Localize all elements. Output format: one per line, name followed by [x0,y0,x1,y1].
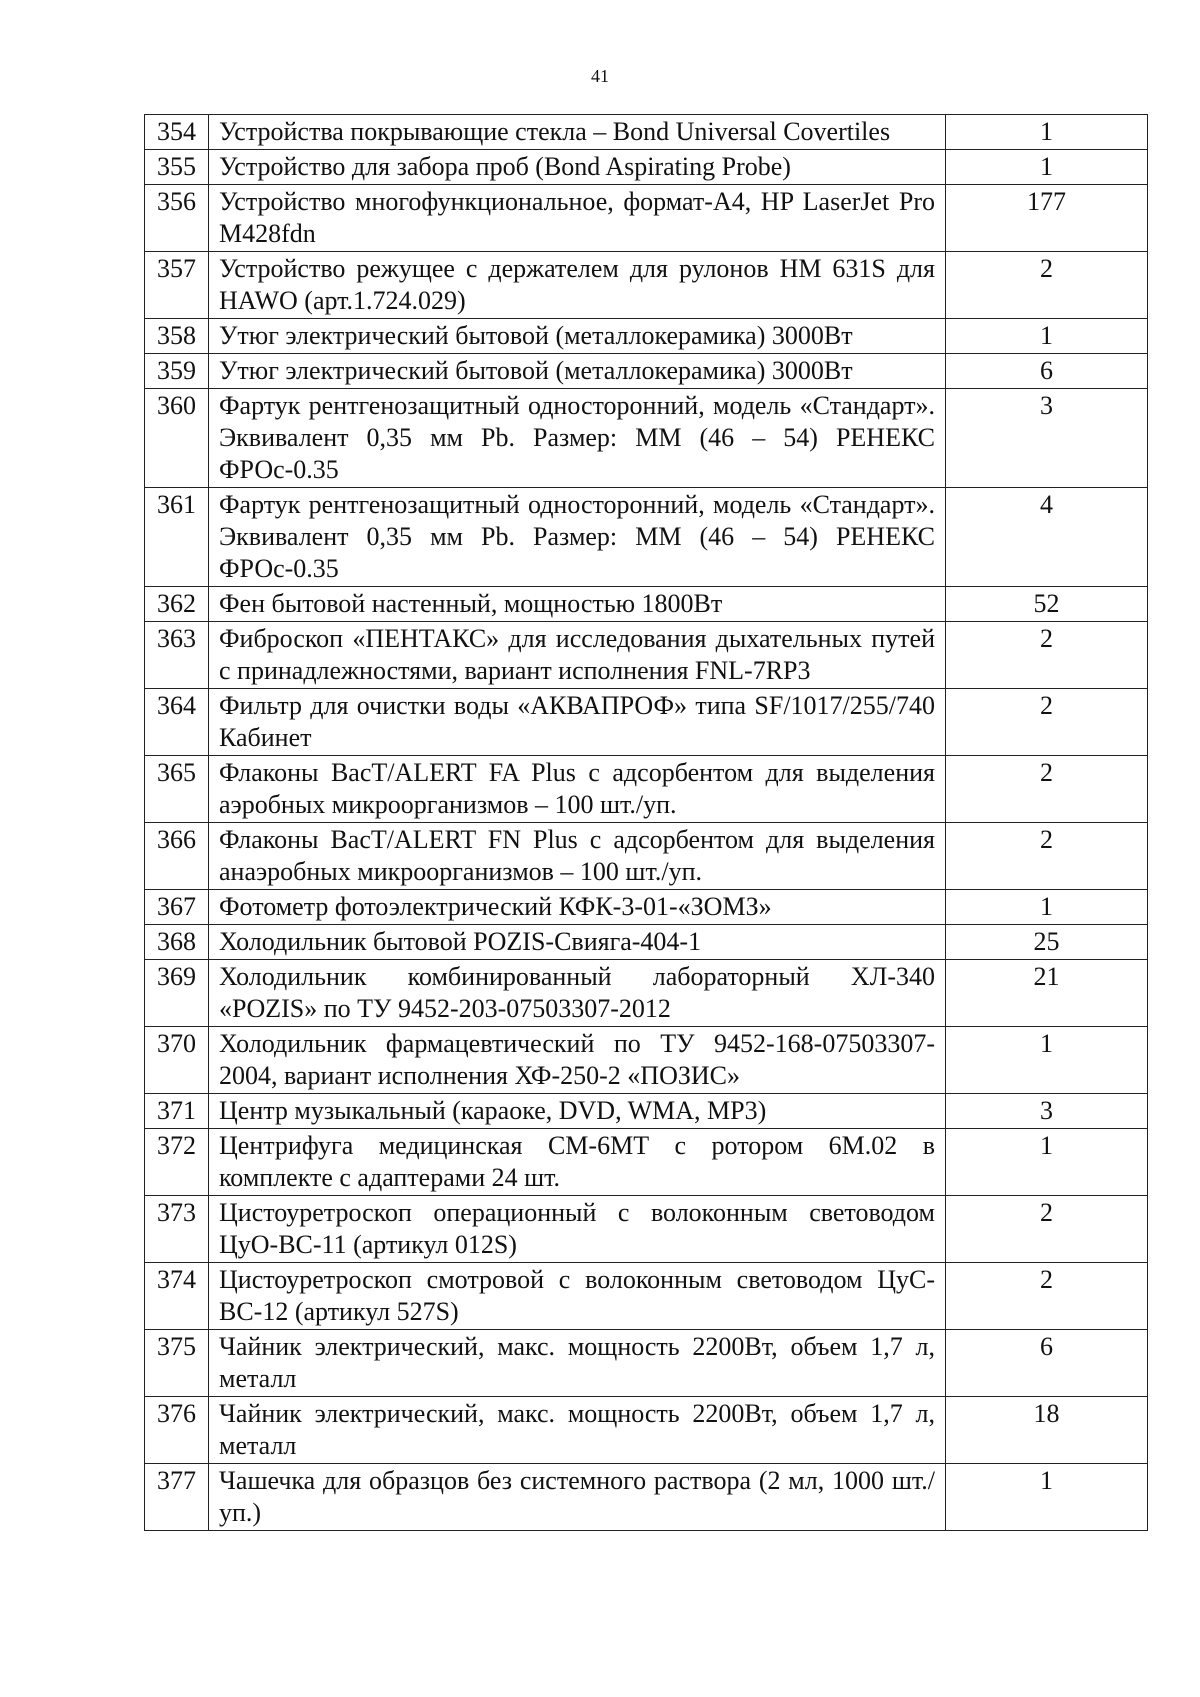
quantity-cell: 52 [946,587,1148,622]
row-number-cell: 366 [145,823,209,890]
row-number-cell: 367 [145,890,209,925]
row-number-cell: 362 [145,587,209,622]
item-name-cell: Цистоуретроскоп операционный с волоконным световодом ЦуО-ВС-11 (артикул 012S) [209,1196,946,1263]
item-name-cell: Фотометр фотоэлектрический КФК-3-01-«ЗОМЗ» [209,890,946,925]
row-number-cell: 377 [145,1464,209,1531]
table-row [145,925,1148,960]
table-row [145,150,1148,185]
item-name-cell: Фартук рентгенозащитный односторонний, модель «Стандарт». Эквивалент 0,35 мм Pb. Размер: ММ (46 – 54) РЕНЕКС ФРОс-0.35 [209,488,946,587]
table-row [145,1196,1148,1263]
row-number-cell: 359 [145,354,209,389]
quantity-cell: 177 [946,185,1148,252]
item-name-cell: Флаконы BacT/ALERT FN Plus с адсорбентом для выделения анаэробных микроорганизмов – 100 шт./уп. [209,823,946,890]
item-name-cell: Фиброскоп «ПЕНТАКС» для исследования дыхательных путей с принадлежностями, вариант исполнения FNL-7RP3 [209,622,946,689]
quantity-cell: 1 [946,1027,1148,1094]
item-name-cell: Чайник электрический, макс. мощность 2200Вт, объем 1,7 л, металл [209,1397,946,1464]
quantity-cell: 3 [946,1094,1148,1129]
table-row [145,115,1148,150]
quantity-cell: 1 [946,150,1148,185]
item-name-cell: Чайник электрический, макс. мощность 2200Вт, объем 1,7 л, металл [209,1330,946,1397]
item-name-cell: Устройство режущее с держателем для рулонов HM 631S для HAWO (арт.1.724.029) [209,252,946,319]
quantity-cell: 6 [946,1330,1148,1397]
item-name-cell: Центрифуга медицинская СМ-6МТ с ротором 6М.02 в комплекте с адаптерами 24 шт. [209,1129,946,1196]
item-name-cell: Фартук рентгенозащитный односторонний, модель «Стандарт». Эквивалент 0,35 мм Pb. Размер: ММ (46 – 54) РЕНЕКС ФРОс-0.35 [209,389,946,488]
table-row [145,252,1148,319]
table-row [145,689,1148,756]
table-row [145,488,1148,587]
quantity-cell: 3 [946,389,1148,488]
quantity-cell: 2 [946,756,1148,823]
row-number-cell: 368 [145,925,209,960]
quantity-cell: 4 [946,488,1148,587]
row-number-cell: 364 [145,689,209,756]
row-number-cell: 365 [145,756,209,823]
row-number-cell: 354 [145,115,209,150]
row-number-cell: 369 [145,960,209,1027]
table-row [145,1263,1148,1330]
quantity-cell: 2 [946,823,1148,890]
quantity-cell: 2 [946,1196,1148,1263]
quantity-cell: 21 [946,960,1148,1027]
row-number-cell: 371 [145,1094,209,1129]
table-row [145,319,1148,354]
table-row [145,1094,1148,1129]
item-name-cell: Холодильник бытовой POZIS-Свияга-404-1 [209,925,946,960]
item-name-cell: Холодильник комбинированный лабораторный ХЛ-340 «POZIS» по ТУ 9452-203-07503307-2012 [209,960,946,1027]
row-number-cell: 357 [145,252,209,319]
quantity-cell: 18 [946,1397,1148,1464]
quantity-cell: 1 [946,1129,1148,1196]
quantity-cell: 1 [946,1464,1148,1531]
quantity-cell: 1 [946,319,1148,354]
row-number-cell: 372 [145,1129,209,1196]
row-number-cell: 370 [145,1027,209,1094]
table-row [145,756,1148,823]
item-name-cell: Холодильник фармацевтический по ТУ 9452-168-07503307-2004, вариант исполнения ХФ-250-2 «ПОЗИС» [209,1027,946,1094]
quantity-cell: 1 [946,890,1148,925]
row-number-cell: 361 [145,488,209,587]
table-row [145,185,1148,252]
table-body [145,115,1148,1531]
item-name-cell: Цистоуретроскоп смотровой с волоконным световодом ЦуС-ВС-12 (артикул 527S) [209,1263,946,1330]
table-row [145,960,1148,1027]
table-row [145,1397,1148,1464]
quantity-cell: 1 [946,115,1148,150]
row-number-cell: 363 [145,622,209,689]
table-row [145,354,1148,389]
table-row [145,622,1148,689]
quantity-cell: 2 [946,1263,1148,1330]
quantity-cell: 25 [946,925,1148,960]
item-name-cell: Устройство многофункциональное, формат-А4, HP LaserJet Pro M428fdn [209,185,946,252]
item-name-cell: Чашечка для образцов без системного раствора (2 мл, 1000 шт./уп.) [209,1464,946,1531]
table-row [145,1464,1148,1531]
table-row [145,587,1148,622]
table-row [145,823,1148,890]
row-number-cell: 358 [145,319,209,354]
item-name-cell: Флаконы BacT/ALERT FA Plus с адсорбентом для выделения аэробных микроорганизмов – 100 шт./уп. [209,756,946,823]
quantity-cell: 2 [946,622,1148,689]
table-row [145,890,1148,925]
item-name-cell: Утюг электрический бытовой (металлокерамика) 3000Вт [209,354,946,389]
quantity-cell: 2 [946,252,1148,319]
equipment-table [144,114,1148,1531]
row-number-cell: 356 [145,185,209,252]
row-number-cell: 374 [145,1263,209,1330]
quantity-cell: 6 [946,354,1148,389]
row-number-cell: 373 [145,1196,209,1263]
table-row [145,389,1148,488]
item-name-cell: Устройство для забора проб (Bond Aspirating Probe) [209,150,946,185]
table-row [145,1027,1148,1094]
page-number: 41 [591,66,609,86]
table-row [145,1129,1148,1196]
item-name-cell: Фильтр для очистки воды «АКВАПРОФ» типа SF/1017/255/740 Кабинет [209,689,946,756]
row-number-cell: 360 [145,389,209,488]
row-number-cell: 355 [145,150,209,185]
item-name-cell: Фен бытовой настенный, мощностью 1800Вт [209,587,946,622]
quantity-cell: 2 [946,689,1148,756]
item-name-cell: Устройства покрывающие стекла – Bond Universal Covertiles [209,115,946,150]
row-number-cell: 376 [145,1397,209,1464]
item-name-cell: Центр музыкальный (караоке, DVD, WMA, MP3) [209,1094,946,1129]
row-number-cell: 375 [145,1330,209,1397]
item-name-cell: Утюг электрический бытовой (металлокерамика) 3000Вт [209,319,946,354]
table-row [145,1330,1148,1397]
